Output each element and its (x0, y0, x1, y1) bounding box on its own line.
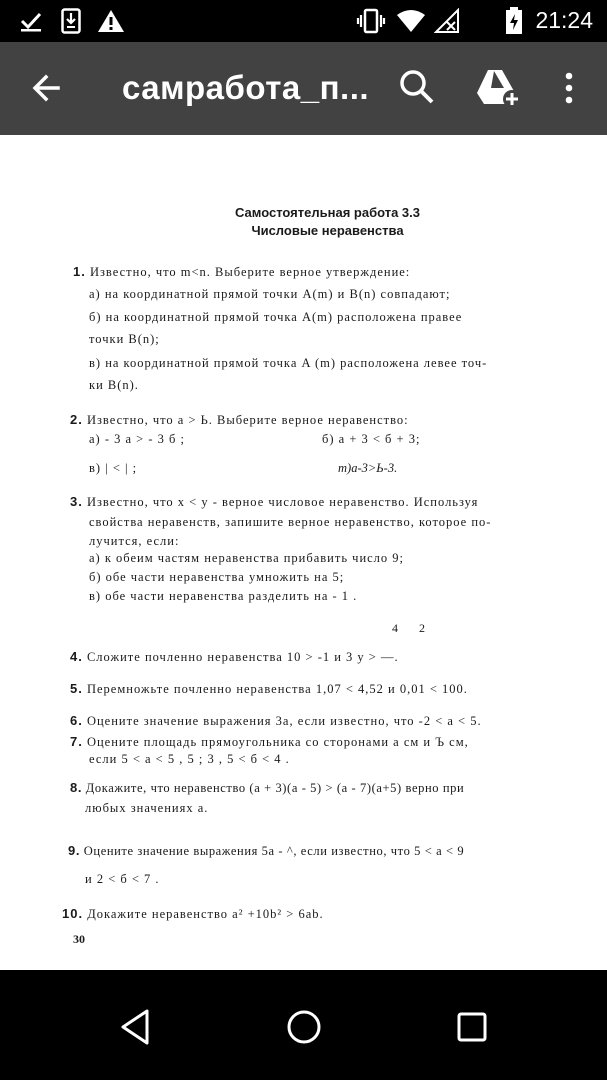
no-signal-icon (434, 6, 460, 36)
arrow-left-icon[interactable] (26, 64, 70, 112)
doc-title-line1: Самостоятельная работа 3.3 (235, 205, 420, 220)
task-line: 8. Докажите, что неравенство (a + 3)(a - 5) > (a - 7)(a+5) верно при (70, 780, 465, 795)
search-icon[interactable] (396, 66, 440, 110)
task-line: в) | < | ; (89, 461, 138, 475)
status-bar (0, 0, 607, 42)
task-line: 5. Перемножьте почленно неравенства 1,07 < 4,52 и 0,01 < 100. (70, 681, 468, 696)
task-line: 9. Оцените значение выражения 5a - ^, если известно, что 5 < a < 9 (68, 843, 465, 858)
task-line: 1. Известно, что m<n. Выберите верное утверждение: (73, 264, 411, 279)
task-line: 4. Сложите почленно неравенства 10 > -1 и 3 y > —. (70, 649, 399, 664)
task-line: 6. Оцените значение выражения 3a, если известно, что -2 < a < 5. (70, 713, 482, 728)
nav-home-icon[interactable] (282, 1005, 326, 1049)
task-line: 7. Оцените площадь прямоугольника со сторонами a см и Ъ см, (70, 734, 469, 749)
task-line: любых значениях a. (85, 801, 209, 815)
task-line: т)а-3>Ь-3. (338, 461, 398, 475)
task-line: и 2 < б < 7 . (85, 872, 160, 886)
app-bar (0, 42, 607, 135)
task-line: а) - 3 а > - 3 б ; (89, 432, 185, 446)
task-line: б) обе части неравенства умножить на 5; (89, 570, 345, 584)
task-line: если 5 < а < 5 , 5 ; 3 , 5 < б < 4 . (89, 752, 290, 766)
doc-title-line2: Числовые неравенства (251, 223, 404, 238)
task-line: 10. Докажите неравенство a² +10b² > 6ab. (62, 906, 324, 921)
task-line: 3. Известно, что x < y - верное числовое неравенство. Используя (70, 494, 479, 509)
check-icon (18, 6, 44, 36)
task-line: в) обе части неравенства разделить на - 1 . (89, 589, 358, 603)
fraction-digits: 4 2 (392, 621, 426, 635)
download-icon (60, 6, 82, 36)
vibrate-icon (356, 6, 386, 36)
task-line: б) на координатной прямой точка A(m) расположена правее (89, 310, 463, 324)
task-line: 2. Известно, что a > Ь. Выберите верное неравенство: (70, 412, 409, 427)
page-number: 30 (73, 932, 85, 946)
wifi-icon (396, 6, 426, 36)
task-line: лучится, если: (89, 534, 180, 548)
clock: 21:24 (535, 7, 593, 33)
drive-add-icon[interactable] (474, 66, 522, 110)
document-title: самработа_п... (122, 69, 370, 106)
task-line: ки B(n). (89, 378, 139, 392)
navigation-bar (0, 970, 607, 1080)
battery-icon (505, 6, 523, 36)
task-line: точки B(n); (89, 332, 160, 346)
nav-recents-icon[interactable] (450, 1005, 494, 1049)
task-line: б) а + 3 < б + 3; (322, 432, 421, 446)
nav-back-icon[interactable] (113, 1005, 157, 1049)
warning-icon (97, 6, 125, 36)
task-line: свойства неравенств, запишите верное неравенство, которое по- (89, 515, 492, 529)
task-line: а) к обеим частям неравенства прибавить число 9; (89, 551, 405, 565)
task-line: а) на координатной прямой точки A(m) и B(n) совпадают; (89, 287, 451, 301)
more-vert-icon[interactable] (552, 64, 586, 112)
task-line: в) на координатной прямой точка A (m) расположена левее точ- (89, 356, 488, 370)
document-page[interactable] (0, 135, 607, 970)
